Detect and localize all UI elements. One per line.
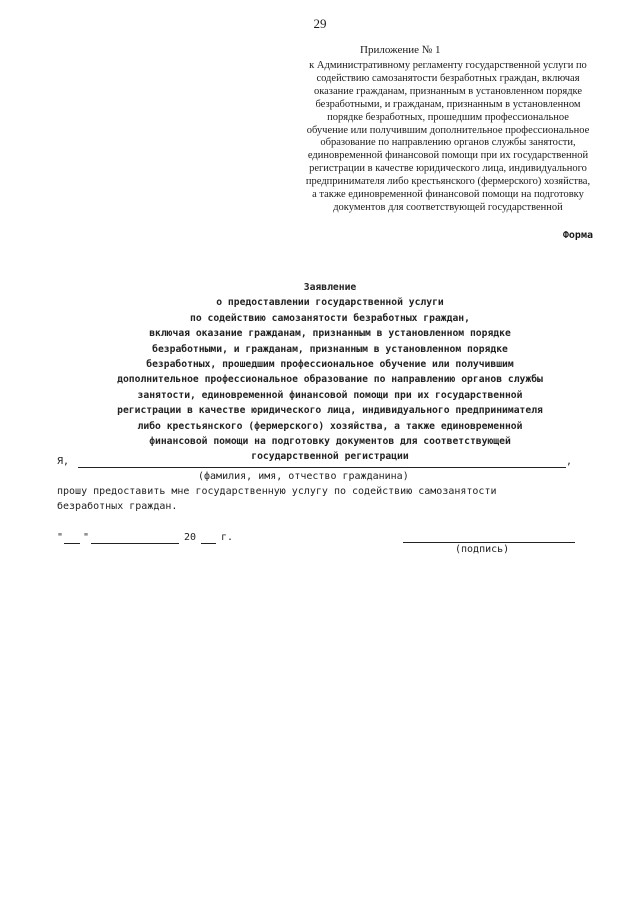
request-line: безработных граждан. bbox=[57, 501, 178, 512]
date-quote-close: " bbox=[83, 532, 90, 543]
form-label: Форма bbox=[562, 230, 593, 241]
appendix-line: регистрации в качестве юридического лица, индивидуального bbox=[309, 163, 587, 175]
statement-line: либо крестьянского (фермерского) хозяйства, а также единовременной bbox=[137, 420, 523, 432]
appendix-line: содействию самозанятости безработных граждан, включая bbox=[316, 72, 580, 84]
statement-line: дополнительное профессиональное образование по направлению органов службы bbox=[117, 374, 543, 386]
appendix-line: оказание гражданам, признанным в установленном порядке bbox=[313, 85, 583, 97]
request-line: прошу предоставить мне государственную услугу по содействию самозанятости bbox=[57, 486, 497, 497]
statement-line: занятости, единовременной финансовой помощи при их государственной bbox=[137, 389, 523, 401]
statement-line: регистрации в качестве юридического лица, индивидуального предпринимателя bbox=[117, 405, 543, 417]
appendix-line: единовременной финансовой помощи при их государственной bbox=[307, 150, 589, 162]
statement-line: по содействию самозанятости безработных граждан, bbox=[190, 312, 470, 324]
statement-heading bbox=[40, 280, 620, 465]
applicant-prefix: Я, bbox=[57, 456, 70, 467]
date-month-field[interactable] bbox=[91, 543, 179, 544]
signature-field[interactable] bbox=[403, 542, 575, 543]
appendix-line: а также единовременной финансовой помощи на подготовку bbox=[312, 189, 584, 201]
statement-line: государственной регистрации bbox=[251, 451, 409, 463]
appendix-line: порядке безработных, прошедшим профессиональное bbox=[327, 111, 569, 123]
appendix-text bbox=[298, 60, 598, 215]
date-year-suffix: г. bbox=[221, 532, 234, 543]
appendix-line: к Административному регламенту государственной услуги по bbox=[309, 60, 587, 71]
appendix-line: образование по направлению органов службы занятости, bbox=[320, 137, 576, 149]
appendix-line: обучение или получившим дополнительное профессиональное bbox=[306, 124, 590, 136]
appendix-line: безработными, и гражданам, признанным в установленном bbox=[315, 98, 581, 110]
appendix-line: документов для соответствующей государственной bbox=[333, 201, 563, 213]
date-day-field[interactable] bbox=[64, 543, 80, 544]
applicant-name-field[interactable] bbox=[78, 467, 566, 468]
page-number: 29 bbox=[313, 16, 327, 31]
signature-caption: (подпись) bbox=[455, 544, 510, 555]
statement-line: включая оказание гражданам, признанным в установленном порядке bbox=[149, 328, 511, 340]
statement-line: о предоставлении государственной услуги bbox=[216, 297, 444, 309]
applicant-suffix: , bbox=[566, 456, 573, 467]
applicant-caption: (фамилия, имя, отчество гражданина) bbox=[198, 471, 409, 482]
date-year-field[interactable] bbox=[201, 543, 216, 544]
date-quote-open: " bbox=[57, 532, 64, 543]
appendix-title: Приложение № 1 bbox=[360, 44, 441, 56]
statement-line: безработными, и гражданам, признанным в установленном порядке bbox=[152, 343, 508, 355]
statement-line: финансовой помощи на подготовку документов для соответствующей bbox=[149, 436, 511, 448]
date-year-prefix: 20 bbox=[184, 532, 197, 543]
appendix-line: предпринимателя либо крестьянского (фермерского) хозяйства, bbox=[305, 176, 591, 188]
statement-line: безработных, прошедшим профессиональное обучение или получившим bbox=[146, 359, 514, 371]
statement-title: Заявление bbox=[303, 282, 357, 293]
